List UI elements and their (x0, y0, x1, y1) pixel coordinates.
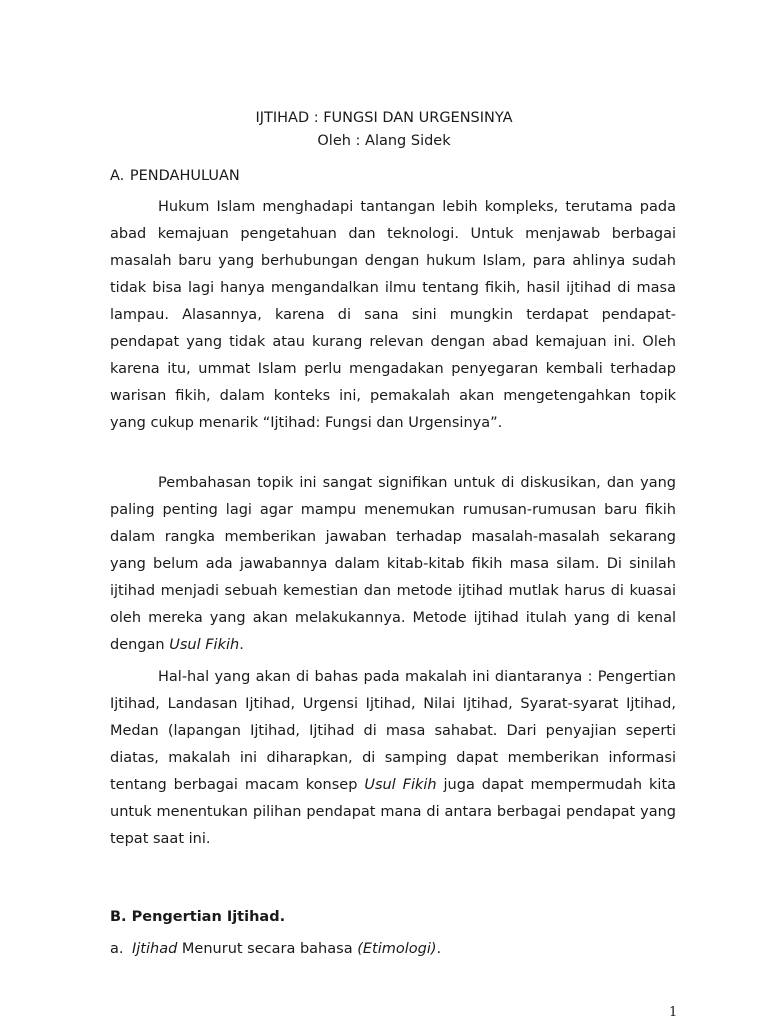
paragraph-1-text: Hukum Islam menghadapi tantangan lebih kompleks, terutama pada abad kemajuan pengetahuan dan teknologi. Untuk menjawab berbagai masalah baru yang berhubungan dengan hukum Islam, para ahlinya sudah tidak bisa lagi hanya mengandalkan ilmu tentang fikih, hasil ijtihad di masa lampau. Alasannya, karena di sana sini mungkin terdapat pendapat-pendapat yang tidak atau kurang relevan dengan abad kemajuan ini. Oleh karena itu, ummat Islam perlu mengadakan penyegaran kembali terhadap warisan fikih, dalam konteks ini, pemakalah akan mengetengahkan topik yang cukup menarik “Ijtihad: Fungsi dan Urgensinya”. (110, 199, 676, 431)
document-title: IJTIHAD : FUNGSI DAN URGENSINYA (255, 110, 513, 126)
document-author: Oleh : Alang Sidek (317, 133, 451, 149)
paragraph-2-body: Pembahasan topik ini sangat signifikan untuk di diskusikan, dan yang paling penting lagi agar mampu menemukan rumusan-rumusan baru fikih dalam rangka memberikan jawaban terhadap masalah-masalah sekarang yang belum ada jawabannya dalam kitab-kitab fikih masa silam. Di sinilah ijtihad menjadi sebuah kemestian dan metode ijtihad mutlak harus di kuasai oleh mereka yang akan melakukannya. Metode ijtihad itulah yang di kenal dengan (110, 475, 676, 653)
paragraph-2 (110, 470, 676, 659)
subitem-term: Ijtihad (132, 941, 178, 957)
section-b-subitem (110, 939, 441, 959)
page-number: 1 (669, 1005, 678, 1020)
paragraph-2-end: . (239, 637, 244, 653)
paragraph-2-text (110, 470, 676, 659)
subitem-marker: a. (110, 941, 124, 957)
subitem-etymology: (Etimologi) (357, 941, 437, 957)
section-b-heading: B. Pengertian Ijtihad. (110, 909, 286, 925)
paragraph-3 (110, 664, 676, 853)
subitem-text: Menurut secara bahasa (181, 941, 353, 957)
paragraph-3-body: Hal-hal yang akan di bahas pada makalah ini diantaranya : Pengertian Ijtihad, Landasan Ijtihad, Urgensi Ijtihad, Nilai Ijtihad, Syarat-syarat Ijtihad, Medan (lapangan Ijtihad, Ijtihad di masa sahabat. Dari penyajian seperti diatas, makalah ini diharapkan, di samping dapat memberikan informasi tentang berbagai macam konsep (110, 669, 676, 793)
paragraph-3-text (110, 664, 676, 853)
paragraph-3-end: juga dapat mempermudah kita untuk menentukan pilihan pendapat mana di antara berbagai pendapat yang tepat saat ini. (110, 777, 677, 847)
paragraph-2-term: Usul Fikih (169, 637, 240, 653)
paragraph-3-term: Usul Fikih (364, 777, 437, 793)
subitem-end: . (436, 941, 442, 957)
section-a-heading: A. PENDAHULUAN (110, 168, 240, 184)
paragraph-1 (110, 194, 676, 437)
